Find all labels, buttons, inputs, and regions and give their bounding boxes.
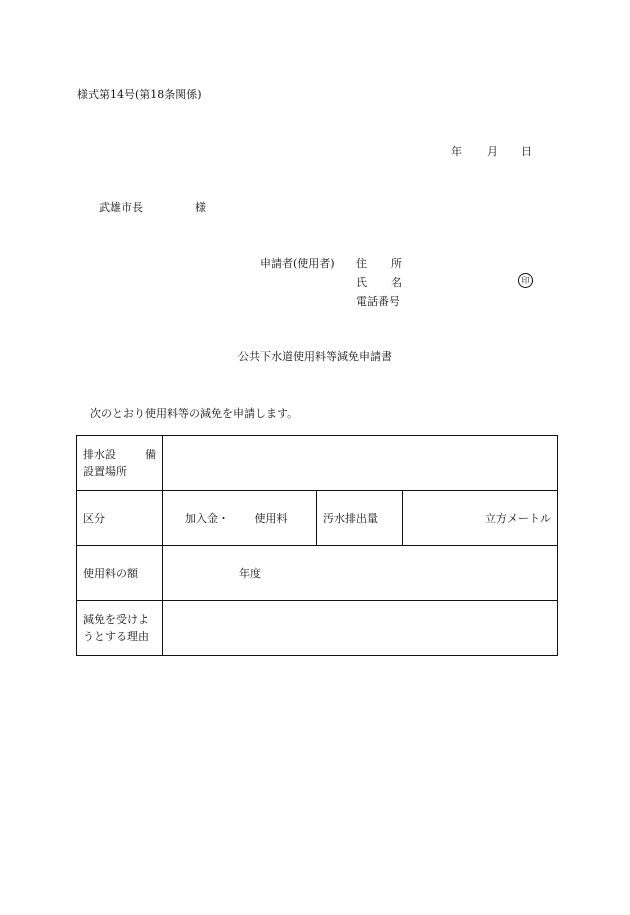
sewage-volume-value-cell[interactable] <box>403 491 558 546</box>
sewage-volume-unit: 立方メートル <box>485 511 552 525</box>
date-year-label: 年 <box>451 145 462 158</box>
location-value-cell[interactable] <box>163 436 558 491</box>
category-label-cell: 区分 <box>77 491 163 546</box>
reason-label-line2: うとする理由 <box>83 630 149 643</box>
addressee-honorific: 様 <box>195 201 206 214</box>
category-option-usage-fee[interactable]: 使用料 <box>254 511 288 525</box>
sewage-volume-label-cell: 汚水排出量 <box>317 491 403 546</box>
fee-amount-value-cell[interactable] <box>163 546 558 601</box>
reason-label-cell <box>77 601 163 656</box>
document-title: 公共下水道使用料等減免申請書 <box>238 350 392 363</box>
date-day-label: 日 <box>521 145 532 158</box>
intro-text: 次のとおり使用料等の減免を申請します。 <box>90 407 299 420</box>
table-row-reason <box>77 601 558 656</box>
form-number: 様式第14号(第18条関係) <box>77 88 202 101</box>
location-label-line2: 設置場所 <box>83 465 127 478</box>
address-label-char2: 所 <box>391 257 402 270</box>
application-table <box>76 435 558 656</box>
applicant-label: 申請者(使用者) <box>260 257 335 270</box>
reason-value-cell[interactable] <box>163 601 558 656</box>
phone-label-text: 電話番号 <box>356 295 400 308</box>
address-label-char1: 住 <box>356 257 367 270</box>
seal-icon: 印 <box>518 273 533 288</box>
phone-label <box>356 293 402 309</box>
date-month-label: 月 <box>487 145 498 158</box>
table-row-location <box>77 436 558 491</box>
address-label <box>356 255 402 271</box>
location-label-line1-part2: 備 <box>145 448 156 461</box>
category-options-cell[interactable] <box>163 491 317 546</box>
fiscal-year-label: 年度 <box>239 566 261 580</box>
name-label <box>356 274 402 290</box>
name-label-char2: 名 <box>391 276 402 289</box>
addressee-name: 武雄市長 <box>99 201 143 214</box>
location-label-line1-part1: 排水設 <box>83 448 116 461</box>
reason-label-line1: 減免を受けよ <box>83 613 149 626</box>
table-row-category <box>77 491 558 546</box>
location-label-cell <box>77 436 163 491</box>
category-option-connection-fee[interactable]: 加入金・ <box>185 511 229 525</box>
location-label-line1 <box>83 446 156 463</box>
name-label-char1: 氏 <box>356 276 367 289</box>
fee-amount-label-cell: 使用料の額 <box>77 546 163 601</box>
table-row-fee-amount <box>77 546 558 601</box>
